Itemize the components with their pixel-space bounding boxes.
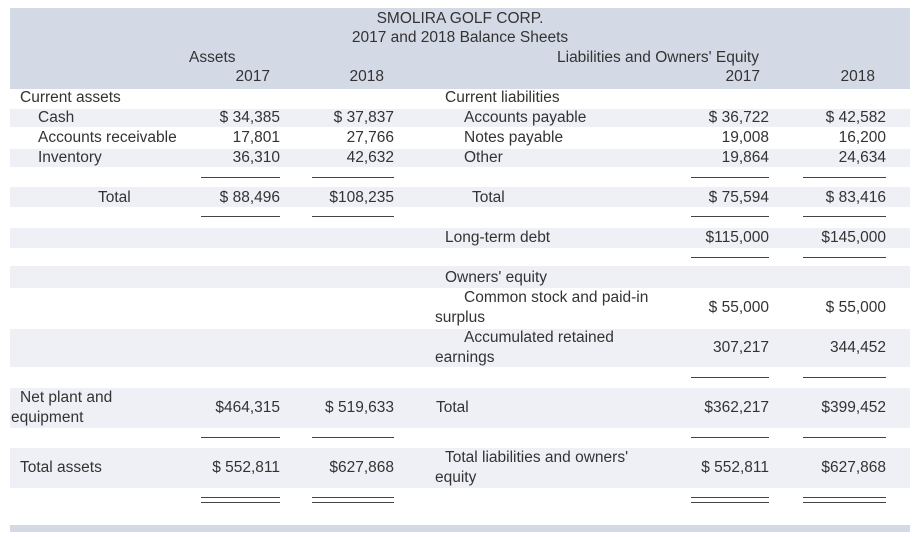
cash-2017: $ 34,385 bbox=[219, 109, 280, 126]
ltd-2018: $145,000 bbox=[821, 229, 886, 246]
rule bbox=[803, 377, 886, 378]
rule bbox=[312, 216, 394, 217]
inventory-label: Inventory bbox=[38, 149, 102, 166]
other-2018: 24,634 bbox=[838, 149, 886, 166]
row-band bbox=[10, 187, 910, 207]
total-assets-label: Total assets bbox=[20, 459, 102, 476]
other-2017: 19,864 bbox=[721, 149, 769, 166]
total-assets-2017: $ 552,811 bbox=[212, 459, 280, 476]
row-band bbox=[10, 109, 910, 127]
rule bbox=[803, 257, 886, 258]
assets-heading: Assets bbox=[189, 49, 236, 66]
current-liabilities-label: Current liabilities bbox=[445, 89, 560, 106]
liab-year-2017: 2017 bbox=[725, 68, 760, 85]
net-plant-2018: $ 519,633 bbox=[325, 399, 394, 416]
other-label: Other bbox=[464, 149, 503, 166]
current-liab-total-2018: $ 83,416 bbox=[825, 189, 886, 206]
retained-earnings-2018: 344,452 bbox=[829, 339, 886, 356]
tloe-label-line1: Total liabilities and owners' bbox=[445, 449, 629, 466]
double-rule bbox=[201, 497, 280, 503]
equity-total-2018: $399,452 bbox=[821, 399, 886, 416]
retained-earnings-label-line1: Accumulated retained bbox=[464, 329, 614, 346]
rule bbox=[312, 437, 394, 438]
ar-label: Accounts receivable bbox=[38, 129, 177, 146]
cash-2018: $ 37,837 bbox=[333, 109, 394, 126]
rule bbox=[691, 257, 769, 258]
net-plant-label-line1: Net plant and bbox=[20, 389, 113, 406]
common-stock-2018: $ 55,000 bbox=[825, 299, 886, 316]
current-assets-total-2018: $108,235 bbox=[329, 189, 394, 206]
retained-earnings-2017: 307,217 bbox=[712, 339, 769, 356]
ap-2018: $ 42,582 bbox=[825, 109, 886, 126]
current-assets-label: Current assets bbox=[20, 89, 121, 106]
liabilities-equity-heading: Liabilities and Owners' Equity bbox=[557, 49, 759, 66]
company-title: SMOLIRA GOLF CORP. bbox=[376, 10, 544, 27]
equity-total-2017: $362,217 bbox=[704, 399, 769, 416]
statement-subtitle: 2017 and 2018 Balance Sheets bbox=[351, 29, 569, 46]
row-band bbox=[10, 149, 910, 167]
ar-2018: 27,766 bbox=[346, 129, 394, 146]
bottom-bar bbox=[10, 525, 910, 532]
ltd-2017: $115,000 bbox=[705, 229, 769, 246]
current-assets-total-label: Total bbox=[98, 189, 131, 206]
rule bbox=[803, 437, 886, 438]
assets-year-2017: 2017 bbox=[235, 68, 270, 85]
common-stock-label-line1: Common stock and paid-in bbox=[464, 289, 649, 306]
total-assets-2018: $627,868 bbox=[329, 459, 394, 476]
ap-2017: $ 36,722 bbox=[708, 109, 769, 126]
ar-2017: 17,801 bbox=[232, 129, 280, 146]
rule bbox=[691, 437, 769, 438]
equity-total-label: Total bbox=[436, 399, 469, 416]
common-stock-2017: $ 55,000 bbox=[708, 299, 769, 316]
rule bbox=[312, 177, 394, 178]
cash-label: Cash bbox=[38, 109, 75, 126]
current-liab-total-2017: $ 75,594 bbox=[708, 189, 769, 206]
rule bbox=[691, 216, 769, 217]
assets-year-2018: 2018 bbox=[349, 68, 384, 85]
inventory-2018: 42,632 bbox=[346, 149, 394, 166]
rule bbox=[803, 216, 886, 217]
liab-year-2018: 2018 bbox=[840, 68, 875, 85]
tloe-2017: $ 552,811 bbox=[701, 459, 769, 476]
current-assets-total-2017: $ 88,496 bbox=[219, 189, 280, 206]
rule bbox=[201, 177, 280, 178]
double-rule bbox=[803, 497, 886, 503]
rule bbox=[201, 216, 280, 217]
rule bbox=[201, 437, 280, 438]
ltd-label: Long-term debt bbox=[445, 229, 551, 246]
double-rule bbox=[691, 497, 769, 503]
current-liab-total-label: Total bbox=[472, 189, 505, 206]
inventory-2017: 36,310 bbox=[232, 149, 280, 166]
np-label: Notes payable bbox=[464, 129, 564, 146]
owners-equity-label: Owners' equity bbox=[445, 269, 548, 286]
tloe-label-line2: equity bbox=[435, 469, 477, 486]
retained-earnings-label-line2: earnings bbox=[435, 349, 495, 366]
rule bbox=[691, 177, 769, 178]
net-plant-2017: $464,315 bbox=[215, 399, 280, 416]
np-2018: 16,200 bbox=[838, 129, 886, 146]
np-2017: 19,008 bbox=[721, 129, 769, 146]
net-plant-label-line2: equipment bbox=[11, 409, 84, 426]
rule bbox=[803, 177, 886, 178]
double-rule bbox=[312, 497, 394, 503]
common-stock-label-line2: surplus bbox=[435, 309, 485, 326]
rule bbox=[691, 377, 769, 378]
ap-label: Accounts payable bbox=[464, 109, 587, 126]
tloe-2018: $627,868 bbox=[821, 459, 886, 476]
